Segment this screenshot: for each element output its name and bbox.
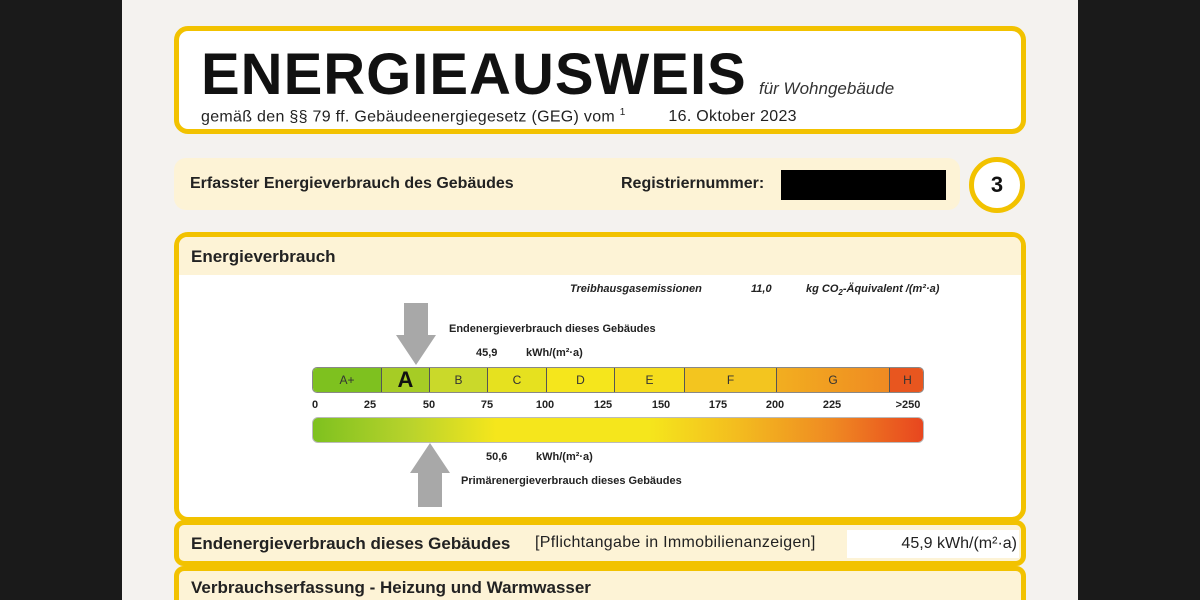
registration-number-label: Registriernummer: (621, 175, 765, 192)
class-segment: A (382, 368, 430, 392)
page-number-badge: 3 (969, 157, 1025, 213)
final-energy-label: Endenergieverbrauch dieses Gebäudes (449, 323, 656, 335)
scale-tick-label: 75 (480, 399, 494, 411)
summary-note: [Pflichtangabe in Immobilienanzeigen] (535, 534, 816, 551)
energy-certificate-page (122, 0, 1078, 600)
document-subtitle: für Wohngebäude (759, 79, 895, 98)
class-segment: C (488, 368, 547, 392)
primary-energy-value: 50,6 (486, 451, 508, 463)
energy-section-title: Energieverbrauch (191, 247, 336, 266)
final-energy-summary-row (174, 520, 1026, 566)
emissions-value: 11,0 (751, 283, 772, 295)
scale-tick-label: 125 (593, 399, 613, 411)
scale-tick-label: 100 (535, 399, 555, 411)
scale-tick-label: 225 (822, 399, 842, 411)
class-segment: E (615, 368, 685, 392)
scale-tick-label: 200 (765, 399, 785, 411)
energy-gradient-bar (312, 417, 924, 443)
final-energy-value: 45,9 (476, 347, 498, 359)
class-segment: A+ (313, 368, 382, 392)
primary-energy-arrow-icon (410, 443, 450, 507)
class-segment: D (547, 368, 615, 392)
final-energy-unit: kWh/(m²·a) (526, 347, 583, 359)
document-title: ENERGIEAUSWEIS (201, 42, 747, 107)
recorded-consumption-label: Erfasster Energieverbrauch des Gebäudes (190, 175, 514, 192)
efficiency-class-scale (312, 367, 924, 393)
title-box (174, 26, 1026, 134)
primary-energy-unit: kWh/(m²·a) (536, 451, 593, 463)
registration-number-redacted (781, 170, 946, 200)
consumption-recording-section (174, 566, 1026, 600)
primary-energy-label: Primärenergieverbrauch dieses Gebäudes (461, 475, 682, 487)
scale-tick-label: 150 (651, 399, 671, 411)
law-footnote: 1 (619, 107, 626, 118)
scale-tick-label: 0 (311, 399, 319, 411)
class-segment: B (430, 368, 488, 392)
emissions-unit: kg $CO_2$-Äquivalent /(m²·a) (806, 283, 940, 298)
final-energy-arrow-icon (396, 303, 436, 367)
class-segment: F (685, 368, 777, 392)
class-segment: H (890, 368, 924, 392)
issue-date: 16. Oktober 2023 (668, 108, 797, 126)
energy-consumption-box (174, 232, 1026, 522)
scale-tick-label: 175 (708, 399, 728, 411)
energy-section-header (179, 237, 1021, 275)
class-segment: G (777, 368, 890, 392)
summary-value: 45,9 kWh/(m²·a) (847, 530, 1019, 558)
law-reference (201, 107, 797, 126)
summary-label: Endenergieverbrauch dieses Gebäudes (191, 534, 511, 553)
consumption-recording-title: Verbrauchserfassung - Heizung und Warmwasser (191, 578, 591, 597)
registration-bar (174, 158, 960, 210)
scale-tick-label: 25 (363, 399, 377, 411)
scale-tick-label: >250 (895, 399, 921, 411)
scale-tick-label: 50 (422, 399, 436, 411)
emissions-label: Treibhausgasemissionen (570, 283, 702, 295)
law-text: gemäß den §§ 79 ff. Gebäudeenergiegesetz (GEG) vom (201, 108, 616, 126)
